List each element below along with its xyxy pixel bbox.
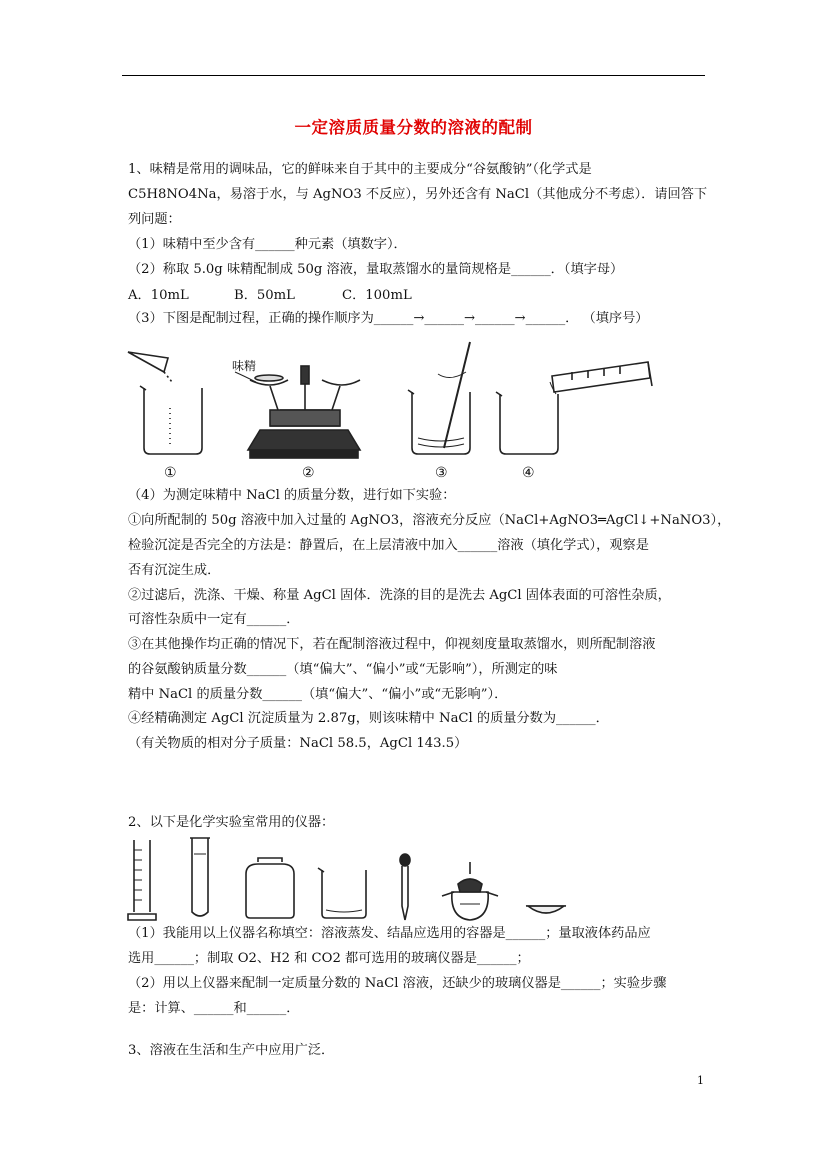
preparation-steps-figure [120, 338, 680, 486]
lab-instruments-figure [120, 834, 580, 924]
fig-label-weijing: 味精 [232, 359, 257, 373]
q1-line-4: （1）味精中至少含有______种元素（填数字）． [128, 237, 407, 252]
q1-line-3: 列问题： [128, 212, 181, 227]
fig-num-2: ② [302, 465, 315, 481]
fig-num-4: ④ [522, 465, 535, 481]
page-title: 一定溶质质量分数的溶液的配制 [294, 118, 533, 137]
q1-line-9: ①向所配制的 50g 溶液中加入过量的 AgNO3，溶液充分反应（NaCl+AgNO3═AgCl↓+NaNO3）， [128, 513, 731, 528]
q1-option-b: B．50mL [234, 288, 295, 303]
q2-line-1: 2、以下是化学实验室常用的仪器： [128, 815, 335, 830]
beaker-with-paper-icon [128, 352, 202, 454]
q3-line-1: 3、溶液在生活和生产中应用广泛． [128, 1043, 335, 1058]
q1-line-17: ④经精确测定 AgCl 沉淀质量为 2.87g，则该味精中 NaCl 的质量分数为______． [128, 711, 609, 726]
q1-option-a: A．10mL [128, 288, 189, 303]
q1-line-15: 的谷氨酸钠质量分数______（填“偏大”、“偏小”或“无影响”），所测定的味 [128, 662, 558, 677]
q1-line-10: 检验沉淀是否完全的方法是：静置后，在上层清液中加入______溶液（填化学式），观察是 [128, 538, 649, 553]
q1-line-8: （4）为测定味精中 NaCl 的质量分数，进行如下实验： [128, 488, 456, 503]
q1-line-13: 可溶性杂质中一定有______． [128, 612, 300, 627]
q1-line-7: （3）下图是配制过程，正确的操作顺序为______→______→______→______． （填序号） [128, 311, 649, 326]
alcohol-lamp-icon [442, 862, 498, 920]
q1-line-18: （有关物质的相对分子质量：NaCl 58.5，AgCl 143.5） [128, 736, 468, 751]
fig-num-3: ③ [435, 465, 448, 481]
dropper-icon [400, 854, 410, 920]
beaker-with-cylinder-icon [496, 362, 652, 454]
q2-line-2: （1）我能用以上仪器名称填空：溶液蒸发、结晶应选用的容器是______；量取液体药品应 [128, 926, 651, 941]
graduated-cylinder-icon [128, 840, 156, 920]
q1-line-14: ③在其他操作均正确的情况下，若在配制溶液过程中，仰视刻度量取蒸馏水，则所配制溶液 [128, 637, 656, 652]
q1-line-2: C5H8NO4Na，易溶于水，与 AgNO3 不反应），另外还含有 NaCl（其他成分不考虑）．请回答下 [128, 187, 708, 202]
q2-line-3: 选用______；制取 O2、H2 和 CO2 都可选用的玻璃仪器是______； [128, 951, 530, 966]
beaker-with-stirring-rod-icon [408, 342, 470, 454]
header-rule [122, 75, 705, 76]
q1-line-1: 1、味精是常用的调味品，它的鲜味来自于其中的主要成分“谷氨酸钠”（化学式是 [128, 162, 592, 177]
page-number: 1 [697, 1074, 704, 1087]
wide-mouth-bottle-icon [246, 858, 294, 918]
q1-line-16: 精中 NaCl 的质量分数______（填“偏大”、“偏小”或“无影响”）． [128, 687, 508, 702]
q1-option-c: C．100mL [342, 288, 412, 303]
balance-icon [248, 366, 360, 458]
evaporating-dish-icon [526, 906, 566, 913]
q1-line-12: ②过滤后，洗涤、干燥、称量 AgCl 固体．洗涤的目的是洗去 AgCl 固体表面的可溶性杂质， [128, 588, 671, 603]
q2-line-5: 是：计算、______和______． [128, 1001, 300, 1016]
fig-num-1: ① [164, 465, 177, 481]
beaker-icon [318, 868, 366, 918]
q2-line-4: （2）用以上仪器来配制一定质量分数的 NaCl 溶液，还缺少的玻璃仪器是______；实验步骤 [128, 976, 667, 991]
test-tube-icon [190, 838, 210, 916]
q1-line-11: 否有沉淀生成． [128, 563, 221, 578]
q1-line-5: （2）称取 5.0g 味精配制成 50g 溶液，量取蒸馏水的量筒规格是______．（填字母） [128, 262, 624, 277]
